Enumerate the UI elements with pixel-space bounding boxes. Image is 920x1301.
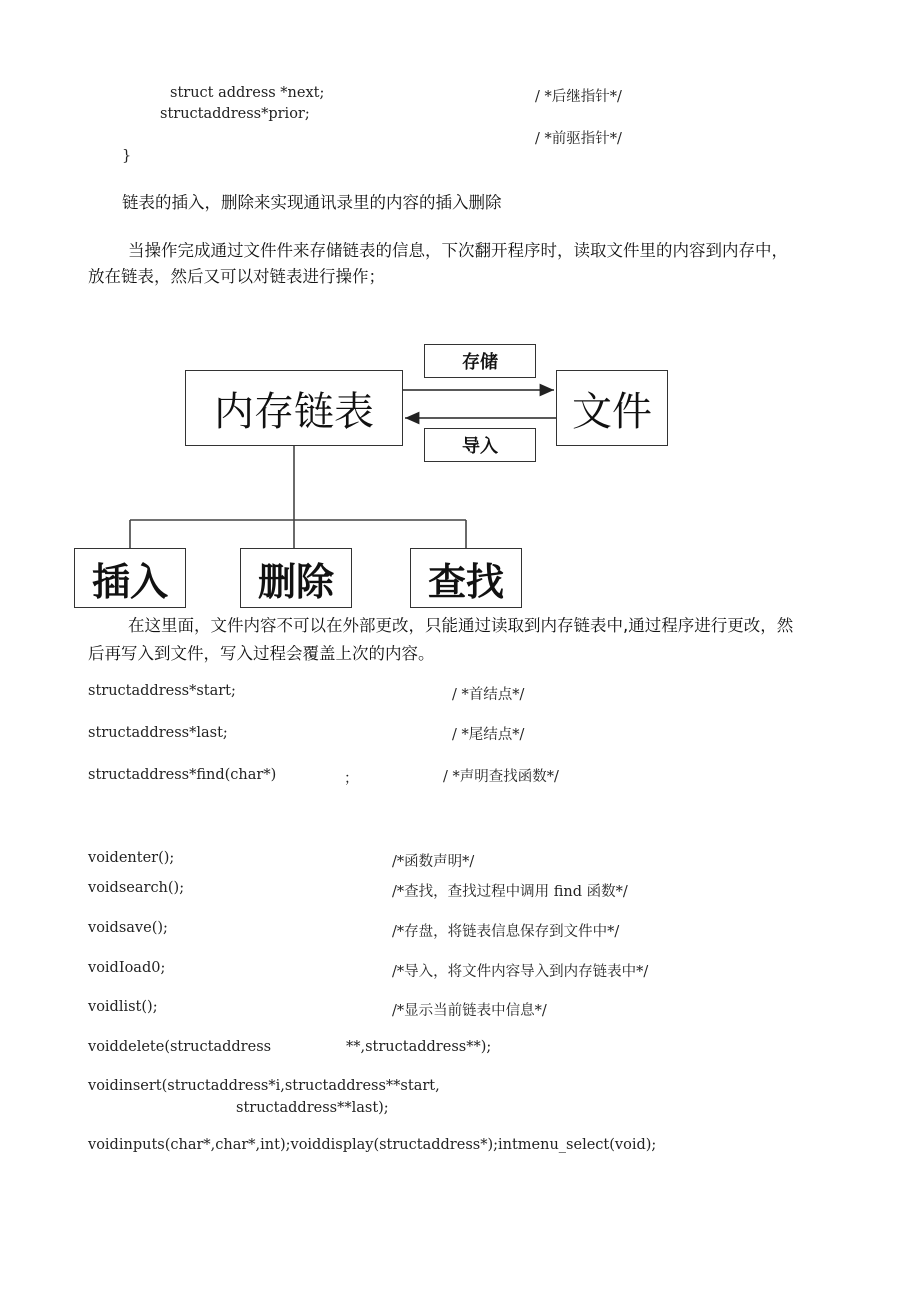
code-search: voidsearch();: [88, 880, 185, 896]
comment-next-pointer: / *后继指针*/: [535, 89, 622, 105]
insert-box: 插入: [74, 548, 186, 608]
code-prior-pointer: structaddress*prior;: [160, 106, 310, 122]
paragraph-file-storage-line2: 放在链表，然后又可以对链表进行操作；: [88, 267, 385, 286]
memory-list-box: 内存链表: [185, 370, 403, 446]
comment-list: /*显示当前链表中信息*/: [392, 1003, 547, 1019]
comment-find-decl: / *声明查找函数*/: [443, 769, 559, 785]
paragraph-file-readonly-line2: 后再写入到文件，写入过程会覆盖上次的内容。: [88, 644, 435, 663]
find-box: 查找: [410, 548, 522, 608]
code-load: voidIoad0;: [88, 960, 166, 976]
comment-last-pointer: / *尾结点*/: [452, 727, 525, 743]
comment-prior-pointer: / *前驱指针*/: [535, 131, 622, 147]
code-next-pointer: struct address *next;: [170, 85, 325, 101]
import-label-box: 导入: [424, 428, 536, 462]
paragraph-linked-list-ops: 链表的插入，删除来实现通讯录里的内容的插入删除: [122, 193, 502, 212]
comment-start-pointer: / *首结点*/: [452, 687, 525, 703]
delete-box: 删除: [240, 548, 352, 608]
diagram-connectors: [0, 0, 920, 620]
code-find-semicolon: ；: [344, 771, 359, 787]
code-start-pointer: structaddress*start;: [88, 683, 236, 699]
code-delete-decl-a: voiddelete(structaddress: [88, 1039, 272, 1055]
code-save: voidsave();: [88, 920, 168, 936]
code-list: voidlist();: [88, 999, 158, 1015]
code-insert-decl-line1: voidinsert(structaddress*i,structaddress**start,: [88, 1078, 440, 1094]
code-misc-decls: voidinputs(char*,char*,int);voiddisplay(structaddress*);intmenu_select(void);: [88, 1137, 657, 1153]
file-box: 文件: [556, 370, 668, 446]
comment-save: /*存盘，将链表信息保存到文件中*/: [392, 924, 620, 940]
paragraph-file-storage-line1: 当操作完成通过文件件来存储链表的信息，下次翻开程序时，读取文件里的内容到内存中，: [128, 241, 788, 260]
code-find-decl: structaddress*find(char*): [88, 767, 277, 783]
paragraph-file-readonly-line1: 在这里面，文件内容不可以在外部更改，只能通过读取到内存链表中,通过程序进行更改，然: [128, 616, 794, 635]
code-insert-decl-line2: structaddress**last);: [236, 1100, 389, 1116]
code-close-brace: }: [122, 148, 132, 164]
comment-load: /*导入，将文件内容导入到内存链表中*/: [392, 964, 649, 980]
code-enter: voidenter();: [88, 850, 175, 866]
store-label-box: 存储: [424, 344, 536, 378]
comment-search: /*查找，查找过程中调用 find 函数*/: [392, 884, 628, 900]
code-delete-decl-b: **,structaddress**);: [346, 1039, 492, 1055]
comment-enter: /*函数声明*/: [392, 854, 475, 870]
code-last-pointer: structaddress*last;: [88, 725, 228, 741]
